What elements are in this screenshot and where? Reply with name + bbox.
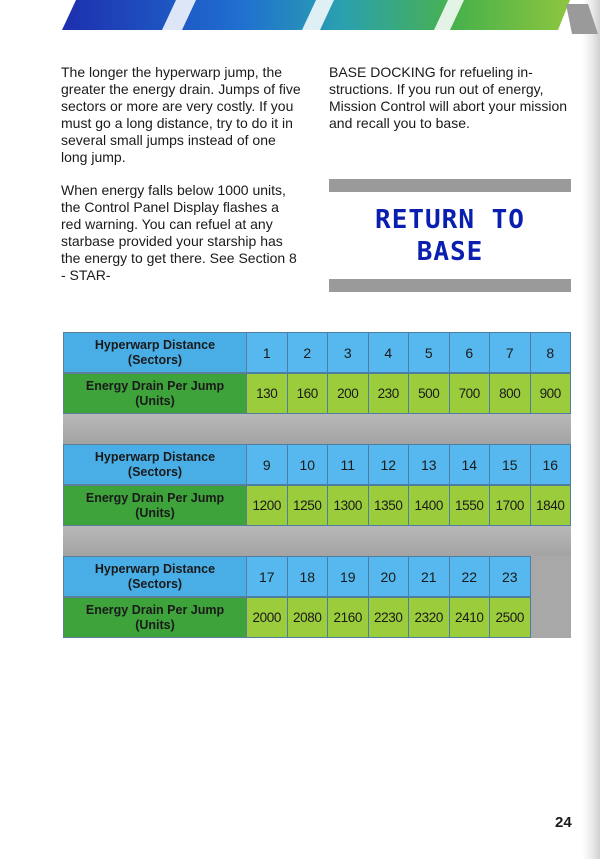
energy-row-label: Energy Drain Per Jump (Units) [63, 373, 247, 414]
energy-row [63, 485, 571, 526]
distance-row [63, 556, 571, 597]
table-cell: 21 [409, 556, 450, 597]
table-cell-empty [531, 597, 572, 638]
table-cell: 1840 [531, 485, 572, 526]
table-cell: 1400 [409, 485, 450, 526]
right-column [329, 64, 569, 148]
table-cell: 2410 [450, 597, 491, 638]
table-cell: 14 [450, 444, 491, 485]
energy-row-label: Energy Drain Per Jump (Units) [63, 597, 247, 638]
table-cell: 1250 [288, 485, 329, 526]
table-cell: 11 [328, 444, 369, 485]
table-cell: 130 [247, 373, 288, 414]
table-cell: 1300 [328, 485, 369, 526]
table-cell: 19 [328, 556, 369, 597]
heading-divider-bottom [329, 279, 571, 292]
table-cell: 1550 [450, 485, 491, 526]
table-cell: 2500 [490, 597, 531, 638]
energy-row-label: Energy Drain Per Jump (Units) [63, 485, 247, 526]
table-cell: 22 [450, 556, 491, 597]
top-color-band [0, 0, 600, 34]
distance-row [63, 444, 571, 485]
table-cell: 7 [490, 332, 531, 373]
table-cell: 8 [531, 332, 572, 373]
table-cell: 3 [328, 332, 369, 373]
table-cell: 6 [450, 332, 491, 373]
page-number: 24 [555, 814, 572, 831]
distance-row-label: Hyperwarp Distance (Sectors) [63, 556, 247, 597]
table-separator [63, 414, 571, 444]
table-cell: 5 [409, 332, 450, 373]
table-cell: 1200 [247, 485, 288, 526]
table-cell: 16 [531, 444, 572, 485]
table-cell: 15 [490, 444, 531, 485]
table-cell-empty [531, 556, 572, 597]
table-cell: 23 [490, 556, 531, 597]
table-cell: 13 [409, 444, 450, 485]
distance-row-label: Hyperwarp Distance (Sectors) [63, 332, 247, 373]
table-cell: 500 [409, 373, 450, 414]
paragraph-hyperwarp-cost: The longer the hyperwarp jump, the greater the energy drain. Jumps of five sectors or more are very costly. If you must go a long distance, try to do it in several small jumps instead of one long jump. [61, 64, 301, 165]
table-cell: 2160 [328, 597, 369, 638]
table-cell: 230 [369, 373, 410, 414]
energy-row [63, 373, 571, 414]
table-cell: 160 [288, 373, 329, 414]
table-cell: 9 [247, 444, 288, 485]
table-cell: 900 [531, 373, 572, 414]
table-cell: 2080 [288, 597, 329, 638]
left-column [61, 64, 301, 300]
table-cell: 12 [369, 444, 410, 485]
table-cell: 10 [288, 444, 329, 485]
table-separator [63, 526, 571, 556]
table-cell: 17 [247, 556, 288, 597]
distance-row [63, 332, 571, 373]
heading-divider-top [329, 179, 571, 192]
table-cell: 20 [369, 556, 410, 597]
table-cell: 1350 [369, 485, 410, 526]
paragraph-refueling: BASE DOCKING for refueling in-structions. If you run out of energy, Mission Control will abort your mission and recall you to base. [329, 64, 568, 131]
table-cell: 18 [288, 556, 329, 597]
table-cell: 4 [369, 332, 410, 373]
paragraph-energy-warning: When energy falls below 1000 units, the Control Panel Display flashes a red warning. You can refuel at any starbase provided your starship has the energy to get there. See Section 8 - STAR- [61, 182, 297, 283]
page-edge [582, 0, 600, 859]
table-cell: 2230 [369, 597, 410, 638]
table-cell: 1 [247, 332, 288, 373]
table-cell: 1700 [490, 485, 531, 526]
table-cell: 800 [490, 373, 531, 414]
section-heading [329, 204, 571, 268]
table-cell: 700 [450, 373, 491, 414]
energy-row [63, 597, 571, 638]
table-cell: 200 [328, 373, 369, 414]
distance-row-label: Hyperwarp Distance (Sectors) [63, 444, 247, 485]
heading-line-1: RETURN TO [375, 205, 525, 235]
heading-line-2: BASE [416, 237, 484, 267]
table-cell: 2320 [409, 597, 450, 638]
table-cell: 2000 [247, 597, 288, 638]
energy-drain-tables [63, 332, 571, 638]
table-cell: 2 [288, 332, 329, 373]
